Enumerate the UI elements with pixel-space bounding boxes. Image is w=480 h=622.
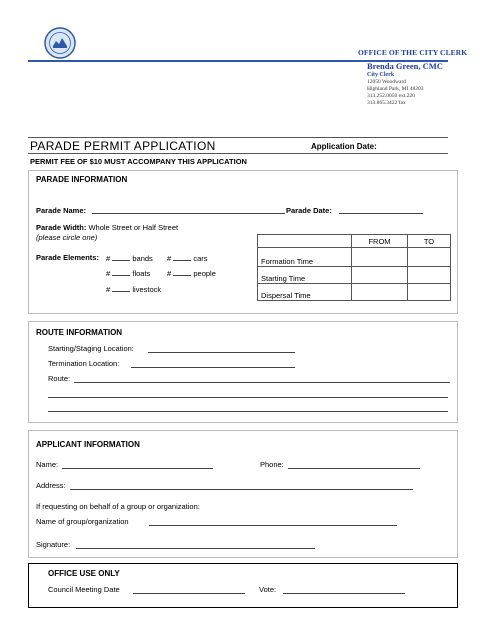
signature-label: Signature: xyxy=(36,540,71,549)
formation-time-label: Formation Time xyxy=(258,248,352,267)
hash-symbol: # xyxy=(106,269,111,278)
people-label: people xyxy=(193,269,216,278)
clerk-name: Brenda Green, CMC xyxy=(367,61,443,71)
floats-count-field[interactable] xyxy=(112,268,130,276)
signature-field[interactable] xyxy=(76,548,315,549)
title-bottom-rule xyxy=(28,153,448,154)
title-top-rule xyxy=(28,137,448,138)
hash-symbol: # xyxy=(106,285,111,294)
applicant-address-field[interactable] xyxy=(70,489,413,490)
council-meeting-date-label: Council Meeting Date xyxy=(48,585,120,594)
route-label: Route: xyxy=(48,374,71,383)
dispersal-time-from-field[interactable] xyxy=(352,284,408,301)
group-name-label: Name of group/organization xyxy=(36,517,129,526)
applicant-phone-field[interactable] xyxy=(288,468,420,469)
vote-label: Vote: xyxy=(259,585,277,594)
people-row xyxy=(167,268,216,278)
dispersal-time-to-field[interactable] xyxy=(408,284,451,301)
applicant-name-field[interactable] xyxy=(62,468,213,469)
termination-location-label: Termination Location: xyxy=(48,359,120,368)
formation-time-to-field[interactable] xyxy=(408,248,451,267)
staging-location-label: Starting/Staging Location: xyxy=(48,344,134,353)
fee-notice: PERMIT FEE OF $10 MUST ACCOMPANY THIS APPLICATION xyxy=(30,157,247,166)
parade-width-options[interactable]: Whole Street or Half Street xyxy=(88,223,179,232)
floats-row xyxy=(106,268,150,278)
parade-width-label: Parade Width: xyxy=(36,223,87,232)
page-title: PARADE PERMIT APPLICATION xyxy=(30,139,216,153)
applicant-phone-label: Phone: xyxy=(260,460,284,469)
applicant-information-section xyxy=(28,430,458,558)
phone-number: 313.252.0050 ext.220 xyxy=(367,93,415,99)
bands-label: bands xyxy=(132,254,153,263)
parade-width-row xyxy=(36,223,178,232)
bands-count-field[interactable] xyxy=(112,253,130,261)
cars-row xyxy=(167,253,208,263)
parade-elements-label: Parade Elements: xyxy=(36,253,99,262)
parade-date-field[interactable] xyxy=(339,213,423,214)
hash-symbol: # xyxy=(106,254,111,263)
livestock-row xyxy=(106,284,161,294)
hash-symbol: # xyxy=(167,254,172,263)
city-seal-logo xyxy=(44,27,76,59)
clerk-title: City Clerk xyxy=(367,72,395,78)
termination-location-field[interactable] xyxy=(131,367,295,368)
starting-time-to-field[interactable] xyxy=(408,267,451,284)
time-table-to-header: TO xyxy=(408,235,451,248)
applicant-info-heading: APPLICANT INFORMATION xyxy=(36,440,140,449)
livestock-count-field[interactable] xyxy=(112,284,130,292)
cars-label: cars xyxy=(193,254,208,263)
parade-time-table xyxy=(257,234,451,301)
council-meeting-date-field[interactable] xyxy=(133,593,245,594)
starting-time-label: Starting Time xyxy=(258,267,352,284)
address-line-1: 12050 Woodward xyxy=(367,79,407,85)
vote-field[interactable] xyxy=(283,593,405,594)
group-note: If requesting on behalf of a group or organization: xyxy=(36,502,200,511)
livestock-label: livestock xyxy=(132,285,162,294)
route-field-line-2[interactable] xyxy=(48,397,448,398)
formation-time-from-field[interactable] xyxy=(352,248,408,267)
dispersal-time-label: Dispersal Time xyxy=(258,284,352,301)
route-field-line-1[interactable] xyxy=(74,382,450,383)
office-use-heading: OFFICE USE ONLY xyxy=(48,569,120,578)
people-count-field[interactable] xyxy=(173,268,191,276)
fax-number: 313.865.3422 fax xyxy=(367,100,406,106)
time-table-from-header: FROM xyxy=(352,235,408,248)
hash-symbol: # xyxy=(167,269,172,278)
group-name-field[interactable] xyxy=(149,525,397,526)
starting-time-from-field[interactable] xyxy=(352,267,408,284)
applicant-address-label: Address: xyxy=(36,481,66,490)
applicant-name-label: Name: xyxy=(36,460,59,469)
application-date-label: Application Date: xyxy=(311,142,377,151)
parade-info-heading: PARADE INFORMATION xyxy=(36,175,128,184)
time-table-blank-header xyxy=(258,235,352,248)
route-info-heading: ROUTE INFORMATION xyxy=(36,328,123,337)
parade-date-label: Parade Date: xyxy=(286,206,332,215)
bands-row xyxy=(106,253,153,263)
parade-name-label: Parade Name: xyxy=(36,206,87,215)
route-field-line-3[interactable] xyxy=(48,411,448,412)
floats-label: floats xyxy=(132,269,151,278)
parade-name-field[interactable] xyxy=(92,213,285,214)
cars-count-field[interactable] xyxy=(173,253,191,261)
parade-width-note: (please circle one) xyxy=(36,233,98,242)
office-name: OFFICE OF THE CITY CLERK xyxy=(358,48,468,57)
address-line-2: Highland Park, MI 48203 xyxy=(367,86,424,92)
staging-location-field[interactable] xyxy=(148,352,295,353)
